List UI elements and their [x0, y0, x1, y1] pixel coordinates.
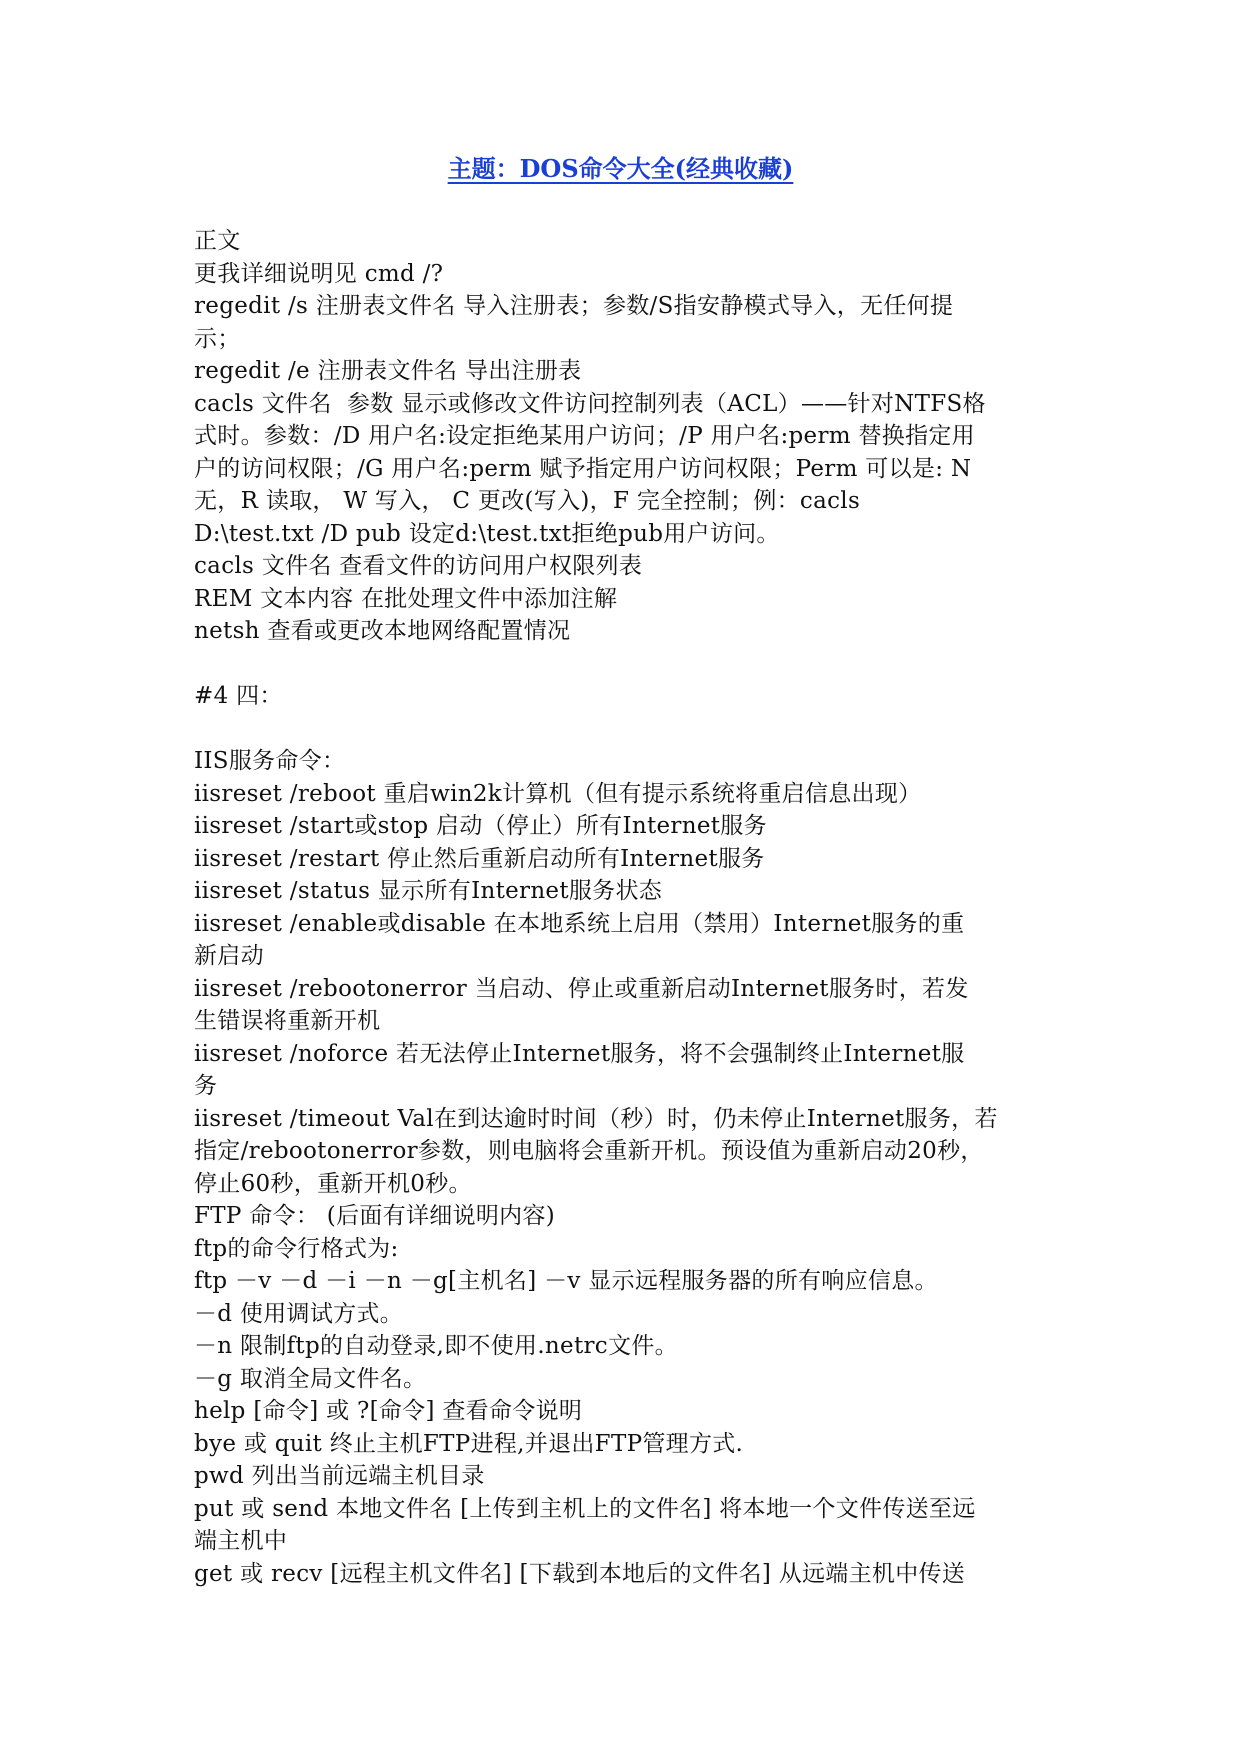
text-line: iisreset /rebootonerror 当启动、停止或重新启动Internet服务时，若发: [194, 975, 969, 1002]
text-line: 无，R 读取， W 写入， C 更改(写入)，F 完全控制；例：cacls: [194, 488, 861, 514]
text-line: 指定/rebootonerror参数，则电脑将会重新开机。预设值为重新启动20秒，: [194, 1138, 984, 1164]
text-line: ftp －v －d －i －n －g[主机名] －v 显示远程服务器的所有响应信息。: [194, 1268, 938, 1294]
text-line: iisreset /enable或disable 在本地系统上启用（禁用）Internet服务的重: [194, 910, 965, 937]
text-line: regedit /e 注册表文件名 导出注册表: [194, 358, 582, 384]
text-line: iisreset /noforce 若无法停止Internet服务，将不会强制终止Internet服: [194, 1040, 965, 1067]
text-line: iisreset /reboot 重启win2k计算机（但有提示系统将重启信息出现）: [194, 780, 922, 807]
document-body: [194, 225, 1074, 1590]
text-line: [194, 648, 1074, 681]
text-line: help [命令] 或 ?[命令] 查看命令说明: [194, 1398, 583, 1424]
document-title[interactable]: 主题：DOS命令大全(经典收藏): [447, 154, 794, 183]
text-line: #4 四：: [194, 683, 283, 709]
text-line: cacls 文件名 查看文件的访问用户权限列表: [194, 553, 643, 579]
text-line: get 或 recv [远程主机文件名] [下载到本地后的文件名] 从远端主机中传送: [194, 1560, 966, 1587]
text-line: 式时。参数：/D 用户名:设定拒绝某用户访问；/P 用户名:perm 替换指定用: [194, 423, 975, 449]
text-line: REM 文本内容 在批处理文件中添加注解: [194, 585, 618, 612]
text-line: 示；: [194, 325, 241, 352]
text-line: iisreset /timeout Val在到达逾时时间（秒）时，仍未停止Internet服务，若: [194, 1105, 998, 1132]
text-line: netsh 查看或更改本地网络配置情况: [194, 618, 571, 644]
text-line: －g 取消全局文件名。: [194, 1365, 427, 1392]
text-line: IIS服务命令：: [194, 748, 346, 774]
text-line: 新启动: [194, 943, 264, 969]
text-line: 户的访问权限；/G 用户名:perm 赋予指定用户访问权限；Perm 可以是: N: [194, 455, 972, 482]
text-line: －n 限制ftp的自动登录,即不使用.netrc文件。: [194, 1333, 678, 1359]
text-line: iisreset /restart 停止然后重新启动所有Internet服务: [194, 845, 765, 872]
text-line: cacls 文件名 参数 显示或修改文件访问控制列表（ACL）——针对NTFS格: [194, 390, 986, 417]
text-line: D:\test.txt /D pub 设定d:\test.txt拒绝pub用户访问。: [194, 520, 780, 547]
text-line: 停止60秒，重新开机0秒。: [194, 1170, 472, 1197]
text-line: ftp的命令行格式为:: [194, 1235, 399, 1262]
text-line: 务: [194, 1073, 218, 1099]
text-line: iisreset /status 显示所有Internet服务状态: [194, 878, 663, 904]
text-line: pwd 列出当前远端主机目录: [194, 1463, 485, 1489]
text-line: 端主机中: [194, 1528, 288, 1554]
text-line: 正文: [194, 228, 241, 254]
text-line: 更我详细说明见 cmd /?: [194, 260, 444, 287]
text-line: FTP 命令： (后面有详细说明内容): [194, 1203, 556, 1229]
text-line: 生错误将重新开机: [194, 1008, 381, 1034]
text-line: bye 或 quit 终止主机FTP进程,并退出FTP管理方式.: [194, 1430, 744, 1457]
text-line: [194, 713, 1074, 746]
text-line: iisreset /start或stop 启动（停止）所有Internet服务: [194, 813, 767, 839]
text-line: put 或 send 本地文件名 [上传到主机上的文件名] 将本地一个文件传送至远: [194, 1495, 976, 1522]
text-line: －d 使用调试方式。: [194, 1300, 404, 1327]
text-line: regedit /s 注册表文件名 导入注册表；参数/S指安静模式导入，无任何提: [194, 293, 954, 319]
